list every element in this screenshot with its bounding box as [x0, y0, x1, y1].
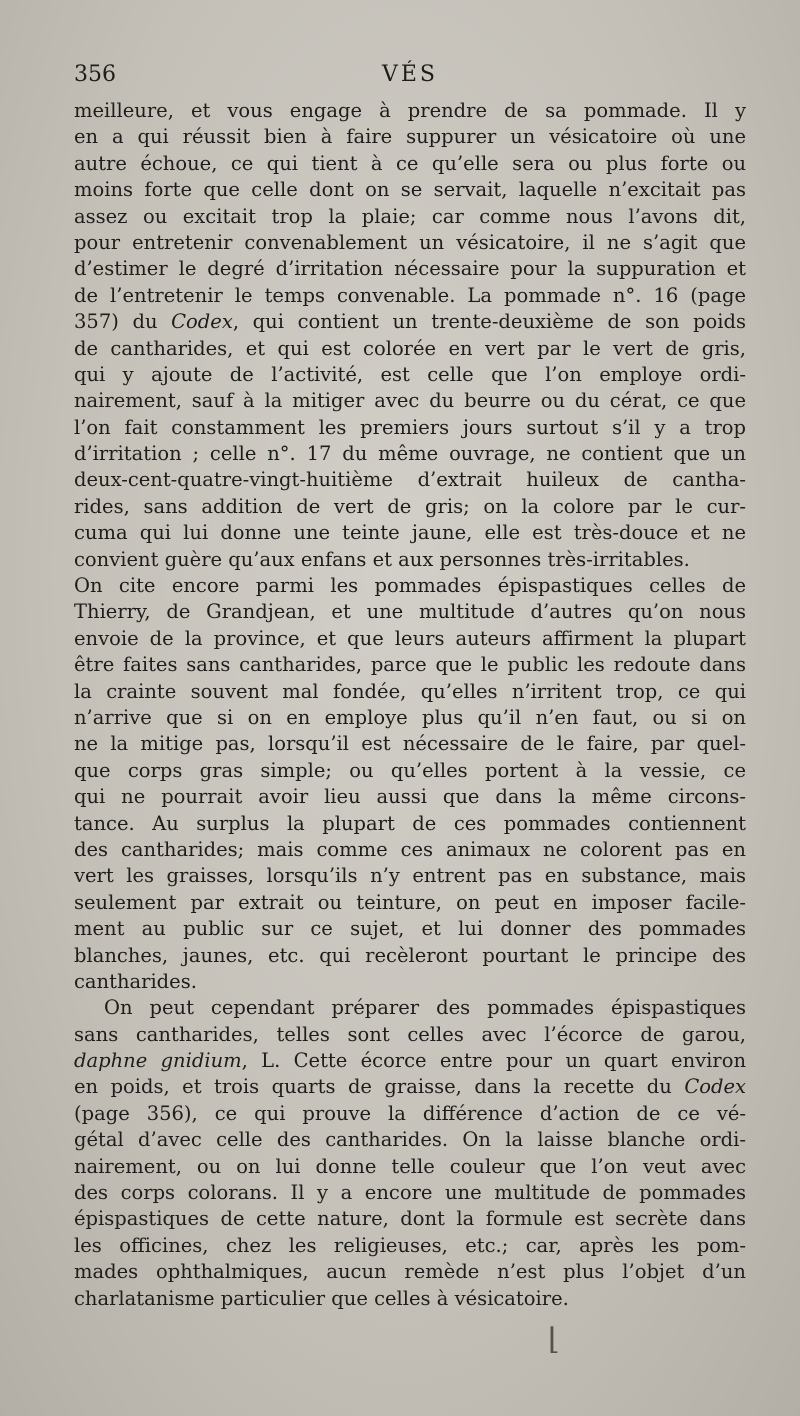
- text-line: [74, 573, 746, 599]
- line-text: 357) du: [74, 310, 172, 334]
- text-line: [74, 652, 746, 678]
- text-line: [74, 309, 746, 335]
- text-line: [74, 705, 746, 731]
- line-text: cantharides.: [74, 969, 197, 993]
- line-text: de l’entretenir le temps convenable. La pommade n°. 16 (page: [74, 283, 746, 307]
- text-line: [74, 1101, 746, 1127]
- line-text: qui y ajoute de l’activité, est celle que l’on employe ordi-: [74, 362, 746, 386]
- text-line: [74, 969, 746, 995]
- text-line: [74, 362, 746, 388]
- line-text: deux-cent-quatre-vingt-huitième d’extrait huileux de cantha-: [74, 468, 746, 492]
- running-head: VÉS: [381, 62, 439, 87]
- text-line: [74, 863, 746, 889]
- line-text: d’estimer le degré d’irritation nécessaire pour la suppuration et: [74, 257, 746, 281]
- line-text: de cantharides, et qui est colorée en vert par le vert de gris,: [74, 336, 746, 360]
- text-line: [74, 837, 746, 863]
- line-text: , qui contient un trente-deuxième de son poids: [232, 310, 746, 334]
- text-line: [74, 204, 746, 230]
- line-text: nairement, sauf à la mitiger avec du beurre ou du cérat, ce que: [74, 389, 746, 413]
- text-line: [74, 230, 746, 256]
- line-text: cuma qui lui donne une teinte jaune, elle est très-douce et ne: [74, 521, 746, 545]
- text-line: [74, 177, 746, 203]
- text-line: [74, 679, 746, 705]
- text-line: [74, 758, 746, 784]
- line-text: gétal d’avec celle des cantharides. On la laisse blanche ordi-: [74, 1128, 746, 1152]
- line-text: tance. Au surplus la plupart de ces pommades contiennent: [74, 811, 746, 835]
- text-line: [74, 467, 746, 493]
- line-text: en poids, et trois quarts de graisse, dans la recette du: [74, 1075, 685, 1099]
- line-text: que corps gras simple; ou qu’elles portent à la vessie, ce: [74, 758, 746, 782]
- text-line: [74, 336, 746, 362]
- line-text: épispastiques de cette nature, dont la formule est secrète dans: [74, 1207, 746, 1231]
- text-line: [74, 890, 746, 916]
- line-text: pour entretenir convenablement un vésicatoire, il ne s’agit que: [74, 230, 746, 254]
- text-line: [74, 916, 746, 942]
- line-text: mades ophthalmiques, aucun remède n’est plus l’objet d’un: [74, 1260, 746, 1284]
- text-line: [74, 811, 746, 837]
- line-text: On peut cependant préparer des pommades épispastiques: [104, 996, 746, 1020]
- text-line: [74, 1233, 746, 1259]
- line-text: n’arrive que si on en employe plus qu’il n’en faut, ou si on: [74, 705, 746, 729]
- line-text: blanches, jaunes, etc. qui recèleront pourtant le principe des: [74, 943, 746, 967]
- line-text: des corps colorans. Il y a encore une multitude de pommades: [74, 1181, 746, 1205]
- text-line: [74, 1259, 746, 1285]
- text-line: [74, 731, 746, 757]
- text-line: [74, 1206, 746, 1232]
- line-text: sans cantharides, telles sont celles avec l’écorce de garou,: [74, 1022, 746, 1046]
- text-line: [74, 98, 746, 124]
- line-text: seulement par extrait ou teinture, on peut en imposer facile-: [74, 890, 746, 914]
- text-line: [74, 1048, 746, 1074]
- line-text: convient guère qu’aux enfans et aux personnes très-irritables.: [74, 547, 690, 571]
- text-line: [74, 256, 746, 282]
- line-text: des cantharides; mais comme ces animaux ne colorent pas en: [74, 837, 746, 861]
- line-text: charlatanisme particulier que celles à vésicatoire.: [74, 1286, 569, 1310]
- text-line: [74, 943, 746, 969]
- line-text: d’irritation ; celle n°. 17 du même ouvrage, ne contient que un: [74, 442, 746, 466]
- text-line: [74, 388, 746, 414]
- line-text: être faites sans cantharides, parce que le public les redoute dans: [74, 653, 746, 677]
- line-text: Thierry, de Grandjean, et une multitude d’autres qu’on nous: [74, 600, 746, 624]
- ink-mark: ⌊: [548, 1322, 560, 1357]
- text-line: [74, 1286, 746, 1312]
- text-line: [74, 1180, 746, 1206]
- line-text: ne la mitige pas, lorsqu’il est nécessaire de le faire, par quel-: [74, 732, 746, 756]
- line-text: ment au public sur ce sujet, et lui donner des pommades: [74, 917, 746, 941]
- line-text: envoie de la province, et que leurs auteurs affirment la plupart: [74, 626, 746, 650]
- line-text: moins forte que celle dont on se servait, laquelle n’excitait pas: [74, 178, 746, 202]
- text-line: [74, 1154, 746, 1180]
- line-text: qui ne pourrait avoir lieu aussi que dans la même circons-: [74, 785, 746, 809]
- line-text: les officines, chez les religieuses, etc.; car, après les pom-: [74, 1233, 746, 1257]
- text-line: [74, 494, 746, 520]
- italic-term: daphne gnidium: [74, 1049, 242, 1073]
- italic-term: Codex: [171, 310, 233, 334]
- line-text: vert les graisses, lorsqu’ils n’y entrent pas en substance, mais: [74, 864, 746, 888]
- text-line: [74, 441, 746, 467]
- text-line: [74, 995, 746, 1021]
- text-line: [74, 415, 746, 441]
- text-line: [74, 599, 746, 625]
- text-line: [74, 547, 746, 573]
- text-line: [74, 1022, 746, 1048]
- text-line: [74, 151, 746, 177]
- body-text: [74, 98, 746, 1312]
- italic-term: Codex: [684, 1075, 746, 1099]
- line-text: la crainte souvent mal fondée, qu’elles n’irritent trop, ce qui: [74, 679, 746, 703]
- line-text: l’on fait constamment les premiers jours surtout s’il y a trop: [74, 415, 746, 439]
- line-text: en a qui réussit bien à faire suppurer un vésicatoire où une: [74, 125, 746, 149]
- text-line: [74, 626, 746, 652]
- text-line: [74, 1127, 746, 1153]
- line-text: rides, sans addition de vert de gris; on la colore par le cur-: [74, 494, 746, 518]
- text-line: [74, 1074, 746, 1100]
- line-text: (page 356), ce qui prouve la différence d’action de ce vé-: [74, 1101, 746, 1125]
- text-line: [74, 520, 746, 546]
- page-header: [74, 62, 746, 92]
- page-number: 356: [74, 62, 116, 87]
- text-line: [74, 124, 746, 150]
- line-text: assez ou excitait trop la plaie; car comme nous l’avons dit,: [74, 204, 746, 228]
- line-text: , L. Cette écorce entre pour un quart environ: [241, 1049, 746, 1073]
- line-text: meilleure, et vous engage à prendre de sa pommade. Il y: [74, 99, 746, 122]
- text-line: [74, 283, 746, 309]
- line-text: On cite encore parmi les pommades épispastiques celles de: [74, 574, 746, 598]
- line-text: autre échoue, ce qui tient à ce qu’elle sera ou plus forte ou: [74, 151, 746, 175]
- line-text: nairement, ou on lui donne telle couleur que l’on veut avec: [74, 1154, 746, 1178]
- text-line: [74, 784, 746, 810]
